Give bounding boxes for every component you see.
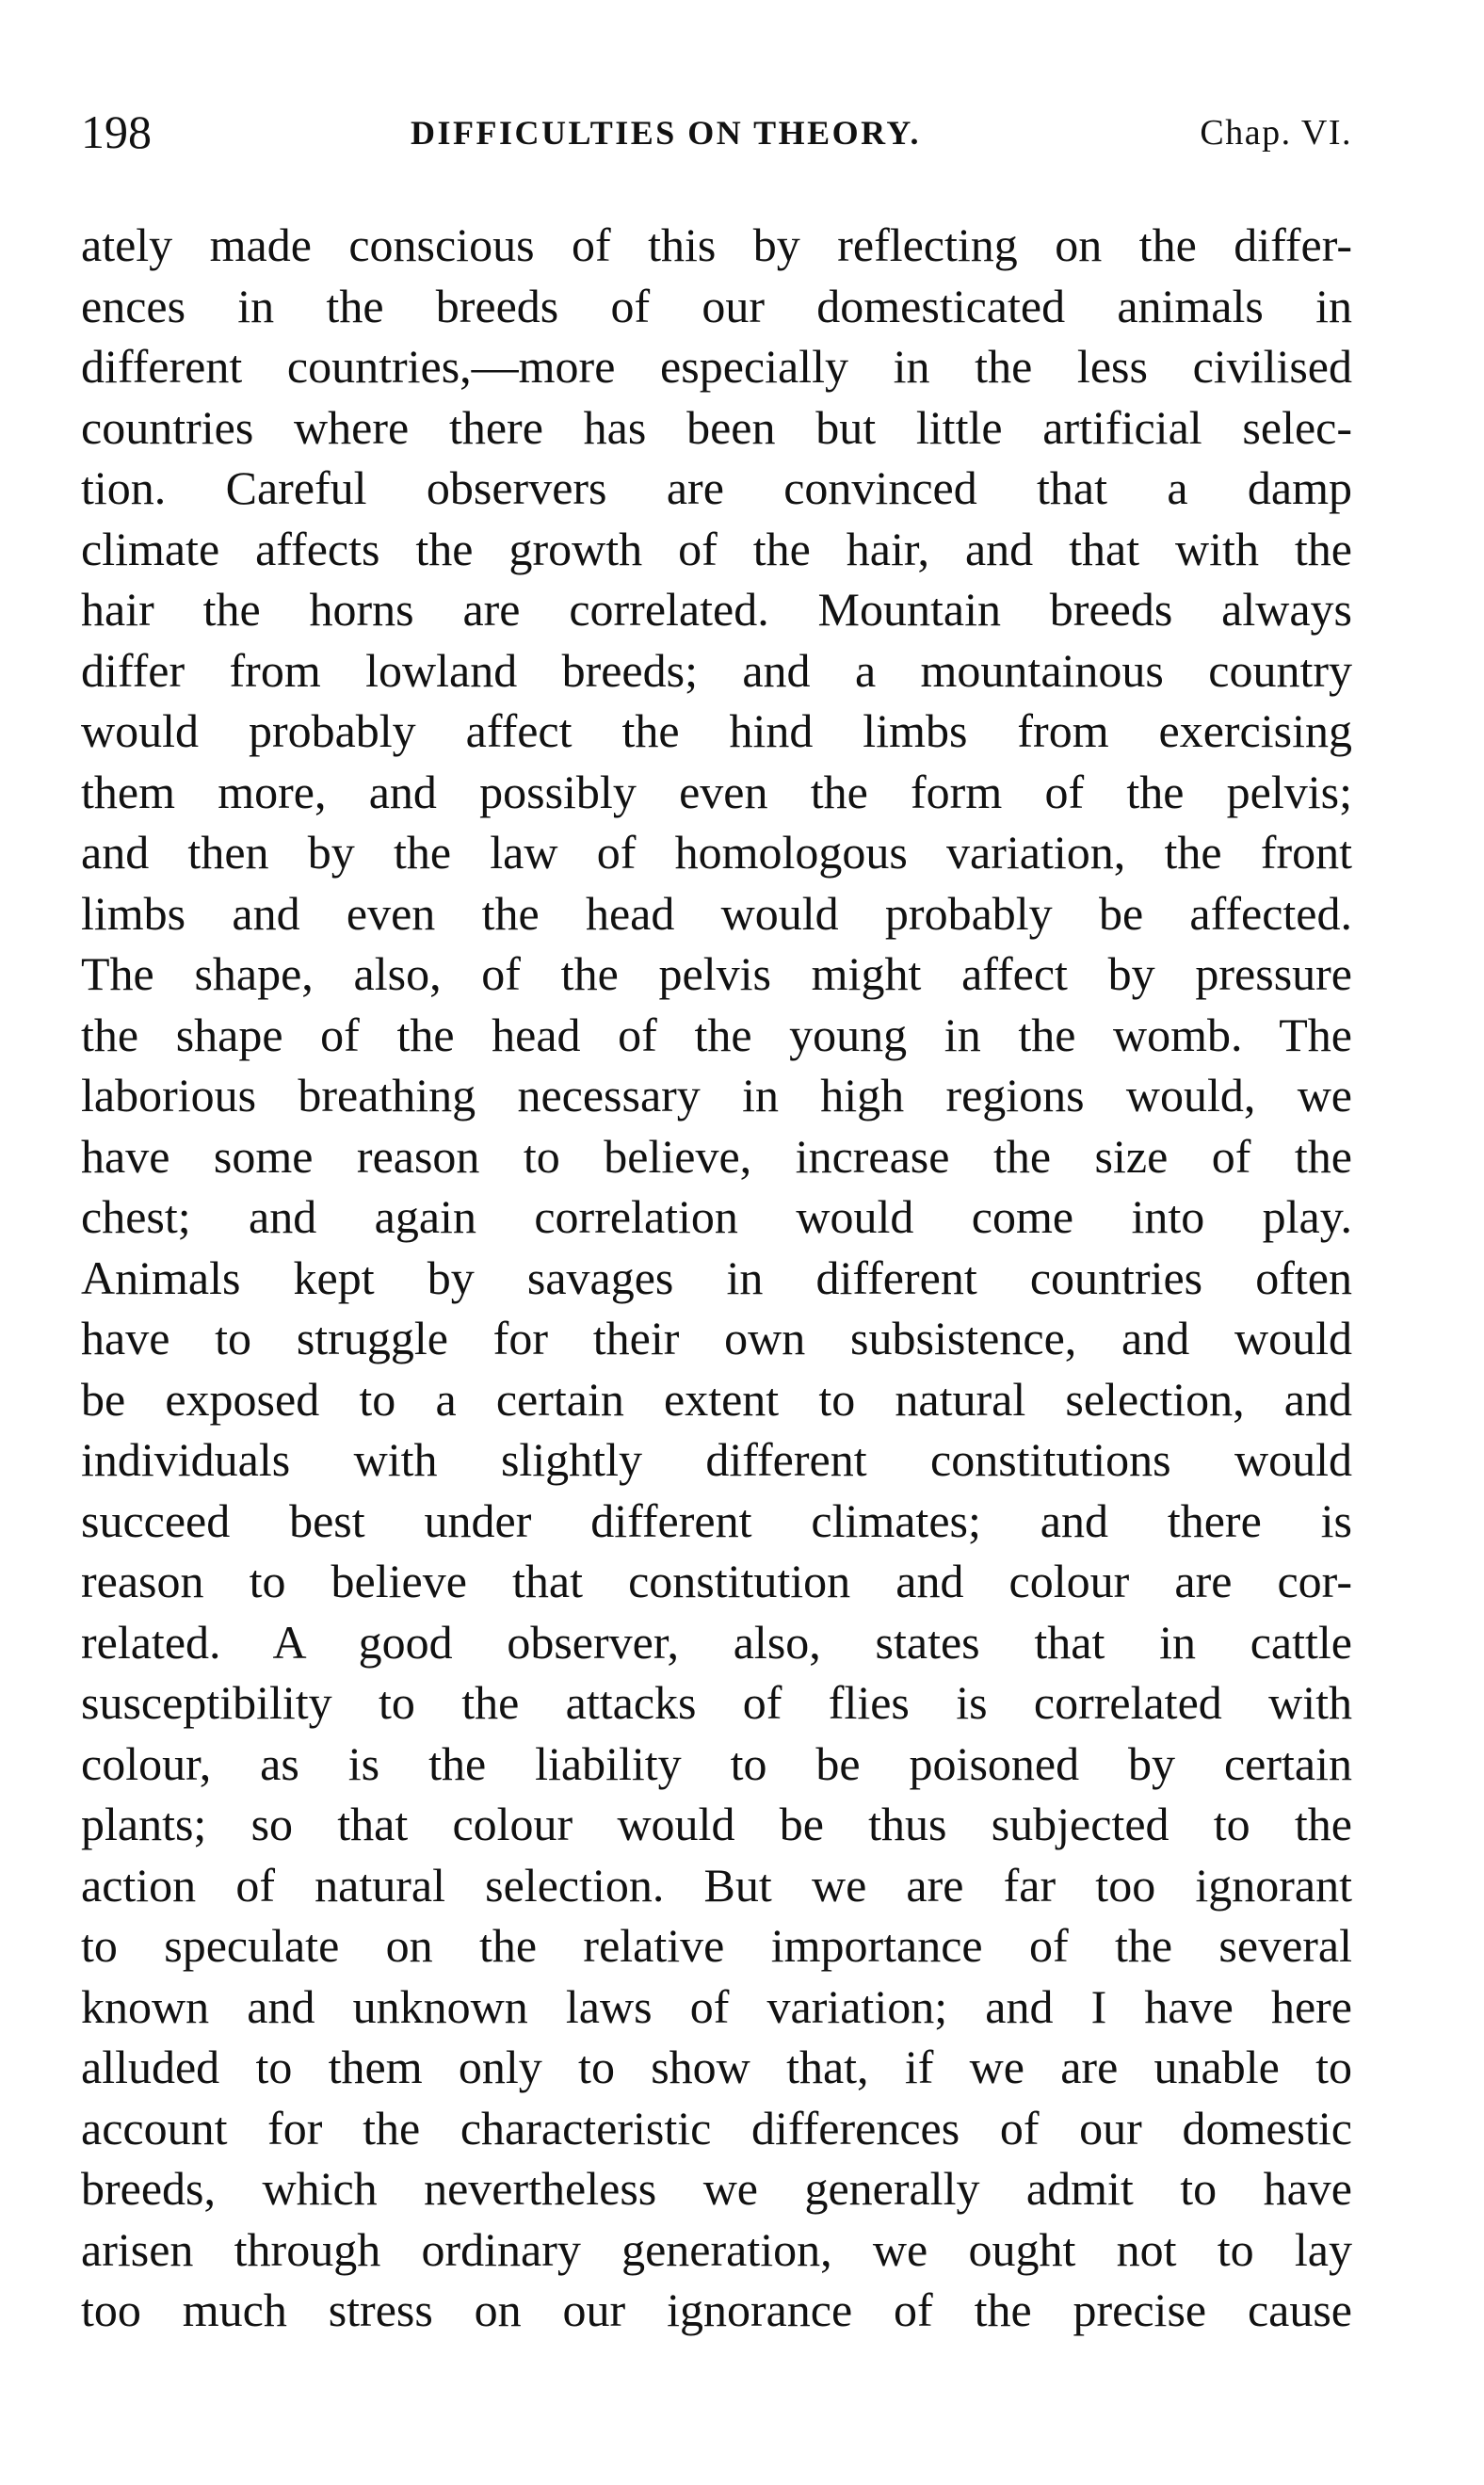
text-line: laborious breathing necessary in high regions would, we xyxy=(81,1069,1352,1121)
text-line: differ from lowland breeds; and a mountainous country xyxy=(81,643,1352,697)
text-line: and then by the law of homologous variation, the front xyxy=(81,826,1352,879)
text-line: them more, and possibly even the form of the pelvis; xyxy=(81,765,1352,818)
body-text xyxy=(81,215,1352,2341)
text-line: alluded to them only to show that, if we are unable to xyxy=(81,2041,1352,2093)
text-line: be exposed to a certain extent to natural selection, and xyxy=(81,1372,1352,1426)
running-title: DIFFICULTIES ON THEORY. xyxy=(411,114,922,152)
text-line: climate affects the growth of the hair, and that with the xyxy=(81,522,1352,575)
text-line: different countries,—more especially in the less civilised xyxy=(81,340,1352,393)
text-line: limbs and even the head would probably be affected. xyxy=(81,886,1352,940)
text-line: susceptibility to the attacks of flies is correlated with xyxy=(81,1676,1352,1729)
text-line: ences in the breeds of our domesticated animals in xyxy=(81,279,1352,332)
text-line: to speculate on the relative importance of the several xyxy=(81,1919,1352,1972)
text-line: breeds, which nevertheless we generally admit to have xyxy=(81,2162,1352,2215)
text-line: known and unknown laws of variation; and I have here xyxy=(81,1979,1352,2033)
text-line: countries where there has been but little artificial selec- xyxy=(81,400,1352,454)
text-line: plants; so that colour would be thus subjected to the xyxy=(81,1798,1352,1850)
text-line: too much stress on our ignorance of the precise cause xyxy=(81,2283,1352,2336)
page-header xyxy=(81,104,1352,169)
chapter-label: Chap. VI. xyxy=(1200,113,1352,153)
text-line: chest; and again correlation would come into play. xyxy=(81,1190,1352,1243)
text-line: related. A good observer, also, states that in cattle xyxy=(81,1615,1352,1669)
text-line: individuals with slightly different constitutions would xyxy=(81,1433,1352,1486)
text-line: arisen through ordinary generation, we ought not to lay xyxy=(81,2222,1352,2276)
text-line: ately made conscious of this by reflecting on the differ- xyxy=(81,218,1352,271)
text-line: Animals kept by savages in different countries often xyxy=(81,1251,1352,1304)
text-line: account for the characteristic differences of our domestic xyxy=(81,2101,1352,2154)
text-line: have some reason to believe, increase the size of the xyxy=(81,1129,1352,1183)
text-line: tion. Careful observers are convinced that a damp xyxy=(81,461,1352,514)
text-line: reason to believe that constitution and colour are cor- xyxy=(81,1555,1352,1607)
text-line: The shape, also, of the pelvis might affect by pressure xyxy=(81,947,1352,1000)
text-line: would probably affect the hind limbs from exercising xyxy=(81,704,1352,757)
text-line: the shape of the head of the young in the womb. The xyxy=(81,1008,1352,1061)
text-line: succeed best under different climates; and there is xyxy=(81,1493,1352,1547)
text-line: colour, as is the liability to be poisoned by certain xyxy=(81,1736,1352,1790)
text-line: action of natural selection. But we are far too ignorant xyxy=(81,1858,1352,1912)
page-number: 198 xyxy=(81,105,152,158)
text-line: hair the horns are correlated. Mountain breeds always xyxy=(81,583,1352,636)
text-line: have to struggle for their own subsistence, and would xyxy=(81,1312,1352,1364)
